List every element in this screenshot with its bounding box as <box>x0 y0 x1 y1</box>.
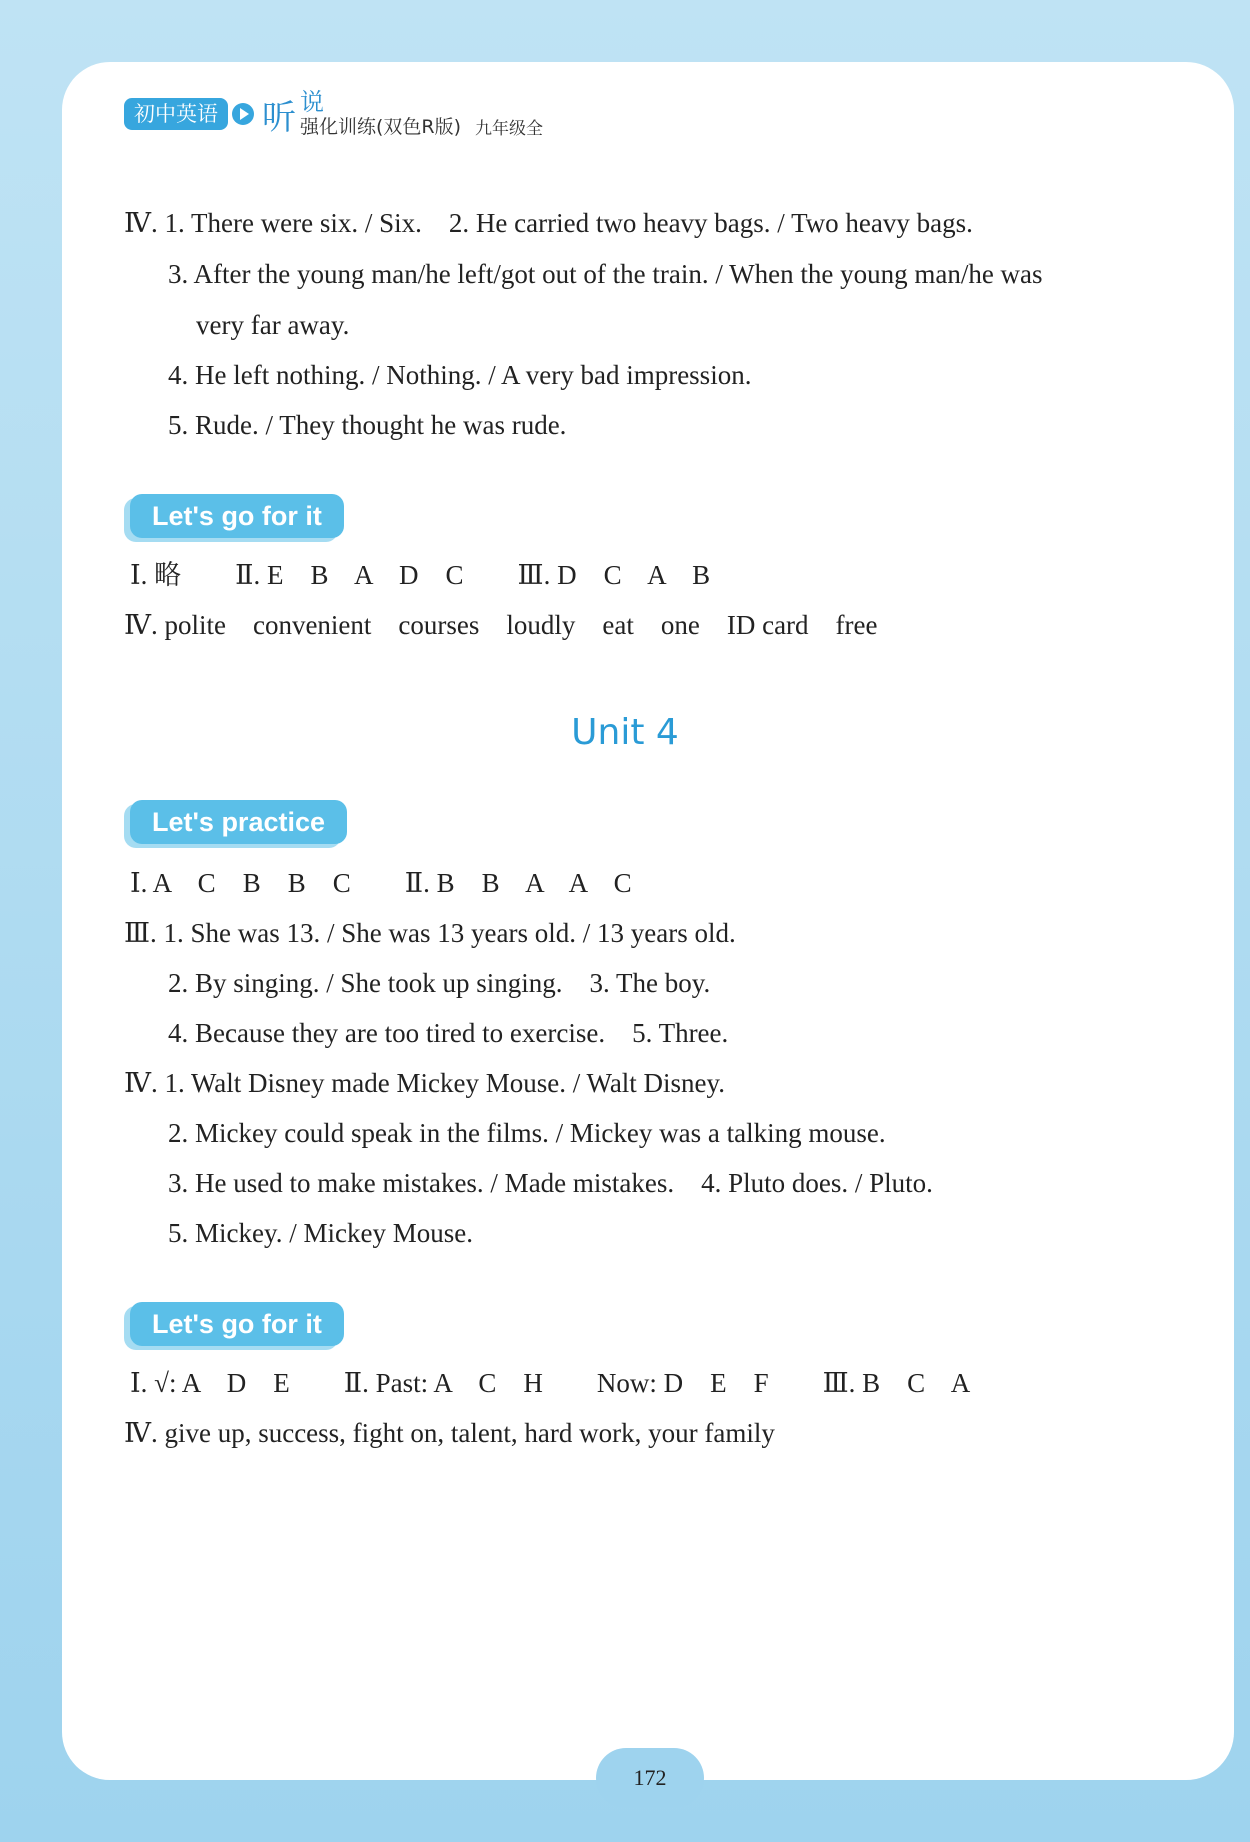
unit-title: Unit 4 <box>571 712 679 753</box>
section-badge-go-for-it: Let's go for it <box>130 1302 344 1346</box>
answer-line: 4. Because they are too tired to exercise. 5. Three. <box>168 1018 729 1048</box>
answer-line: 5. Rude. / They thought he was rude. <box>168 410 567 440</box>
section-badge-practice: Let's practice <box>130 800 347 844</box>
answer-line: 3. He used to make mistakes. / Made mistakes. 4. Pluto does. / Pluto. <box>168 1168 933 1198</box>
grade-label: 九年级全 <box>475 118 544 139</box>
answer-line: Ⅳ. give up, success, fight on, talent, hard work, your family <box>124 1418 775 1448</box>
answer-line: 4. He left nothing. / Nothing. / A very bad impression. <box>168 360 752 390</box>
series-label: 初中英语 <box>124 98 228 130</box>
answer-line: Ⅰ. 略 Ⅱ. E B A D C Ⅲ. D C A B <box>130 560 711 590</box>
book-subtitle: 强化训练(双色R版) <box>300 116 462 138</box>
answer-line: Ⅳ. polite convenient courses loudly eat one ID card free <box>124 610 878 640</box>
brand-shuo: 说 <box>300 88 324 116</box>
answer-line: very far away. <box>196 310 350 340</box>
section-badge-go-for-it: Let's go for it <box>130 494 344 538</box>
play-icon <box>232 103 254 125</box>
brand-stack <box>300 89 461 139</box>
brand-ting: 听 <box>262 97 296 138</box>
answer-line: 3. After the young man/he left/got out of the train. / When the young man/he was <box>168 259 1043 289</box>
answer-line: 2. By singing. / She took up singing. 3. The boy. <box>168 968 711 998</box>
answer-line: Ⅰ. √: A D E Ⅱ. Past: A C H Now: D E F Ⅲ. B C A <box>130 1368 971 1398</box>
book-header <box>124 84 543 144</box>
answer-line: Ⅰ. A C B B C Ⅱ. B B A A C <box>130 868 632 898</box>
answer-line: Ⅲ. 1. She was 13. / She was 13 years old. / 13 years old. <box>124 918 736 948</box>
answer-line: Ⅳ. 1. There were six. / Six. 2. He carried two heavy bags. / Two heavy bags. <box>124 208 973 238</box>
answer-line: 2. Mickey could speak in the films. / Mickey was a talking mouse. <box>168 1118 886 1148</box>
page-number: 172 <box>596 1748 704 1808</box>
answer-line: Ⅳ. 1. Walt Disney made Mickey Mouse. / Walt Disney. <box>124 1068 726 1098</box>
answer-line: 5. Mickey. / Mickey Mouse. <box>168 1218 473 1248</box>
